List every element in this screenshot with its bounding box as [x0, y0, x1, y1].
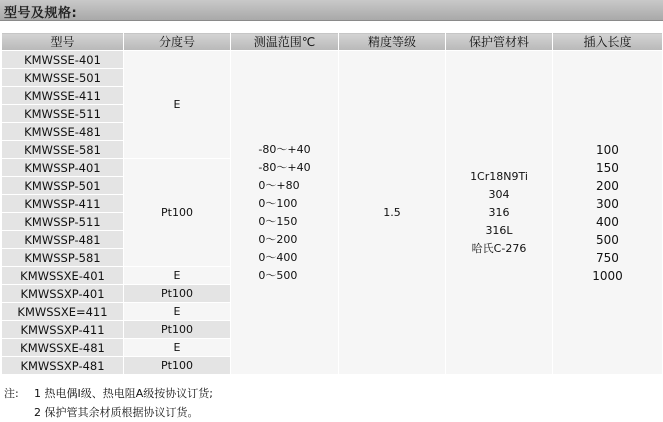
- section-header-bar: [0, 0, 663, 21]
- model-cell: KMWSSP-511: [2, 213, 124, 231]
- model-cell: KMWSSXP-411: [2, 321, 124, 339]
- temp-range-cell: [231, 51, 339, 375]
- material-list: [470, 168, 528, 258]
- model-cell: KMWSSE-501: [2, 69, 124, 87]
- length-item: 750: [596, 250, 619, 265]
- graduation-cell: E: [124, 267, 231, 285]
- temp-range-item: 0～500: [258, 268, 298, 282]
- model-cell: KMWSSXE-401: [2, 267, 124, 285]
- length-list: [592, 141, 623, 285]
- model-cell: KMWSSP-481: [2, 231, 124, 249]
- model-cell: KMWSSXP-481: [2, 357, 124, 375]
- accuracy-cell: [339, 51, 446, 375]
- graduation-value: Pt100: [161, 206, 193, 219]
- column-header-material: 保护管材料: [446, 33, 553, 51]
- material-item: 316L: [485, 223, 513, 237]
- material-item: 316: [488, 205, 510, 219]
- length-cell: [553, 51, 663, 375]
- model-cell: KMWSSE-401: [2, 51, 124, 69]
- model-cell: KMWSSE-481: [2, 123, 124, 141]
- notes-section: [4, 384, 213, 422]
- material-item: 1Cr18N9Ti: [470, 169, 528, 183]
- model-cell: KMWSSXE=411: [2, 303, 124, 321]
- graduation-cell: Pt100: [124, 285, 231, 303]
- note-text: 2 保护管其余材质根据协议订货。: [34, 406, 199, 419]
- model-cell: KMWSSP-401: [2, 159, 124, 177]
- model-cell: KMWSSP-581: [2, 249, 124, 267]
- temp-range-item: 0～+80: [258, 178, 300, 192]
- graduation-cell: [124, 51, 231, 159]
- material-item: 哈氏C-276: [471, 241, 527, 255]
- temp-range-item: 0～150: [258, 214, 298, 228]
- graduation-cell: Pt100: [124, 321, 231, 339]
- note-text: 1 热电偶I级、热电阻A级按协议订货;: [34, 387, 213, 400]
- length-item: 500: [596, 232, 619, 247]
- section-title: 型号及规格:: [4, 6, 78, 21]
- length-item: 1000: [592, 268, 623, 283]
- note-line: [4, 403, 213, 422]
- table-header-row: [2, 33, 663, 51]
- length-item: 150: [596, 160, 619, 175]
- model-cell: KMWSSE-411: [2, 87, 124, 105]
- model-cell: KMWSSXE-481: [2, 339, 124, 357]
- material-item: 304: [488, 187, 510, 201]
- length-item: 200: [596, 178, 619, 193]
- model-cell: KMWSSXP-401: [2, 285, 124, 303]
- model-cell: KMWSSE-581: [2, 141, 124, 159]
- column-header-accuracy: 精度等级: [339, 33, 446, 51]
- column-header-graduation: 分度号: [124, 33, 231, 51]
- temp-range-item: 0～400: [258, 250, 298, 264]
- column-header-model: 型号: [2, 33, 124, 51]
- model-cell: KMWSSE-511: [2, 105, 124, 123]
- accuracy-value: 1.5: [383, 206, 401, 219]
- length-item: 300: [596, 196, 619, 211]
- temp-range-item: 0～100: [258, 196, 298, 210]
- graduation-value: E: [173, 98, 181, 111]
- temp-range-item: 0～200: [258, 232, 298, 246]
- model-cell: KMWSSP-501: [2, 177, 124, 195]
- graduation-cell: E: [124, 339, 231, 357]
- temp-range-item: -80～+40: [258, 160, 311, 174]
- material-cell: [446, 51, 553, 375]
- temp-range-item: -80～+40: [258, 142, 311, 156]
- table-row: [2, 51, 663, 69]
- spec-table: [1, 32, 663, 375]
- graduation-cell: E: [124, 303, 231, 321]
- note-prefix: 注:: [4, 387, 19, 400]
- note-line: [4, 384, 213, 403]
- model-cell: KMWSSP-411: [2, 195, 124, 213]
- length-item: 100: [596, 142, 619, 157]
- length-item: 400: [596, 214, 619, 229]
- column-header-length: 插入长度: [553, 33, 663, 51]
- graduation-cell: [124, 159, 231, 267]
- temp-range-list: [258, 141, 310, 285]
- graduation-cell: Pt100: [124, 357, 231, 375]
- column-header-temp-range: 测温范围℃: [231, 33, 339, 51]
